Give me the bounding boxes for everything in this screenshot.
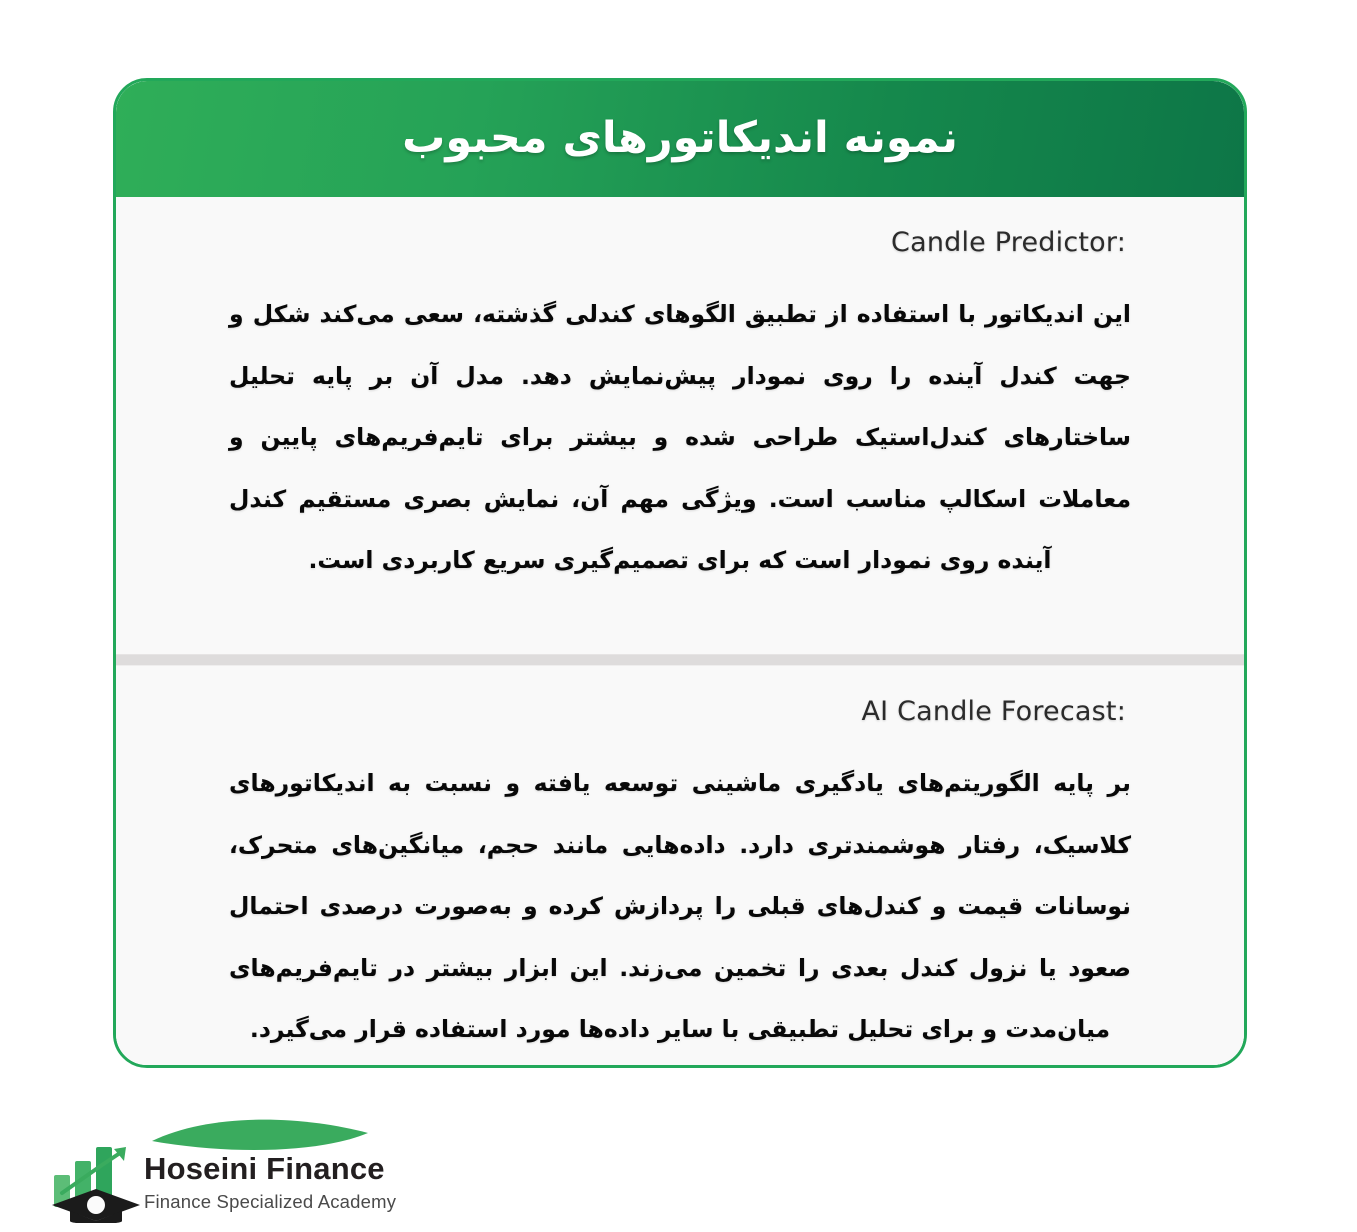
section-ai-candle-forecast (116, 666, 1244, 1068)
growth-bars-graduation-cap-icon (48, 1135, 144, 1223)
logo-name: Hoseini Finance (144, 1151, 385, 1186)
logo-tagline: Finance Specialized Academy (144, 1190, 397, 1212)
card-body (116, 197, 1244, 1068)
swoosh-icon (150, 1119, 370, 1155)
section-heading-ai-candle-forecast: AI Candle Forecast: (861, 696, 1126, 727)
brand-logo (40, 1117, 397, 1225)
section-body-ai-candle-forecast: بر پایه الگوریتم‌های یادگیری ماشینی توسعه یافته و نسبت به اندیکاتورهای کلاسیک، رفتار هوشمندتری دارد. داده‌هایی مانند حجم، میانگین‌های متحرک، نوسانات قیمت و کندل‌های قبلی را پردازش کرده و به‌صورت درصدی احتمال صعود یا نزول کندل بعدی را تخمین می‌زند. این ابزار بیشتر در تایم‌فریم‌های میان‌مدت و برای تحلیل تطبیقی با سایر داده‌ها مورد استفاده قرار می‌گیرد. (229, 769, 1131, 1044)
card-header (116, 81, 1244, 197)
section-candle-predictor (116, 197, 1244, 654)
logo-text-block (144, 1153, 396, 1213)
section-heading-candle-predictor: Candle Predictor: (891, 227, 1126, 258)
page-title: نمونه اندیکاتورهای محبوب (402, 113, 958, 164)
indicators-card (113, 78, 1247, 1068)
section-body-candle-predictor: این اندیکاتور با استفاده از تطبیق الگوهای کندلی گذشته، سعی می‌کند شکل و جهت کندل آینده را روی نمودار پیش‌نمایش دهد. مدل آن بر پایه تحلیل ساختارهای کندل‌استیک طراحی شده و بیشتر برای تایم‌فریم‌های پایین و معاملات اسکالپ مناسب است. ویژگی مهم آن، نمایش بصری مستقیم کندل آینده روی نمودار است که برای تصمیم‌گیری سریع کاربردی است. (229, 300, 1131, 575)
section-divider (116, 654, 1244, 666)
